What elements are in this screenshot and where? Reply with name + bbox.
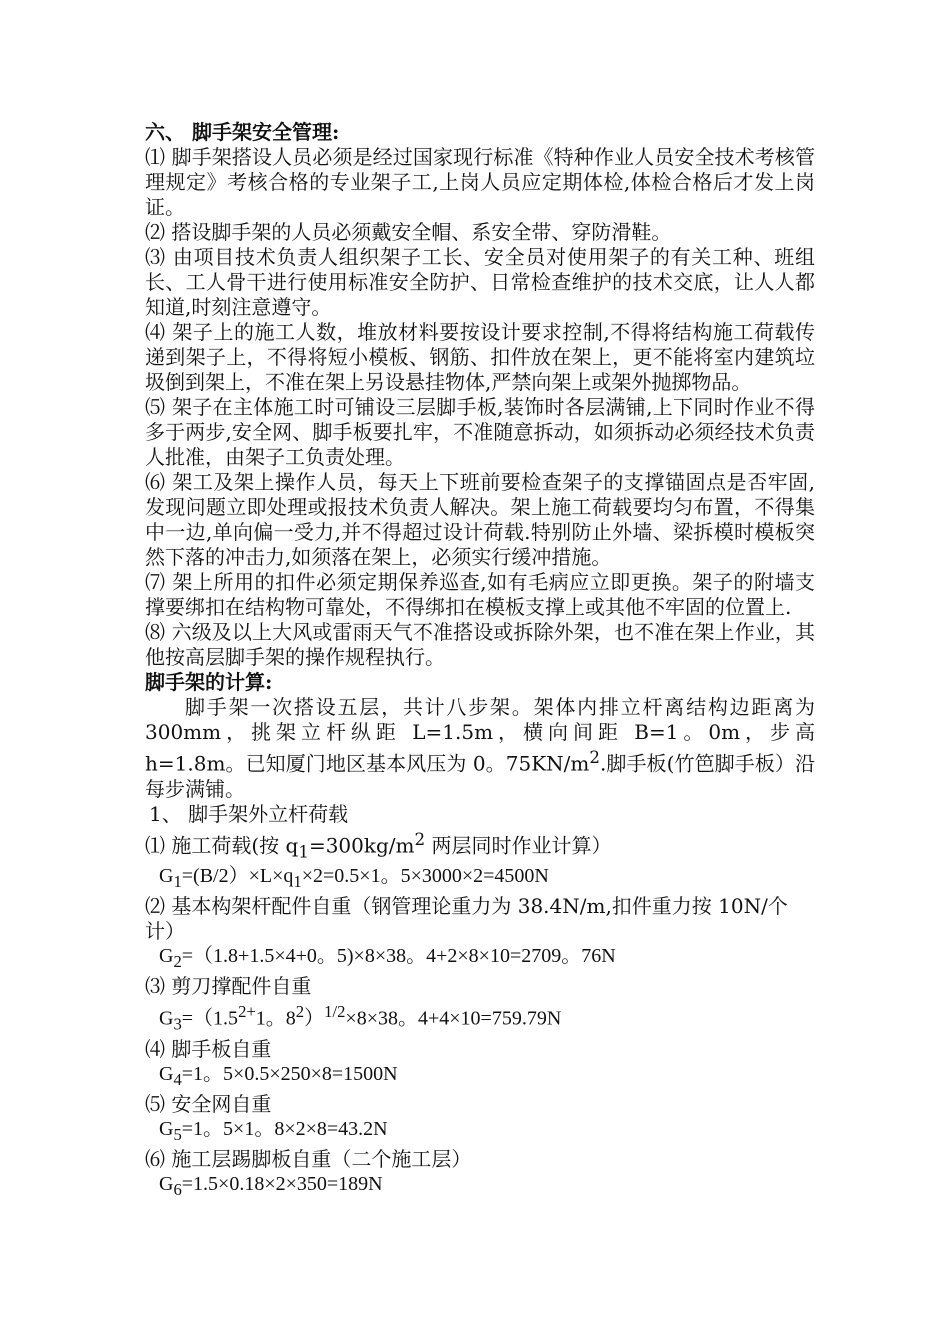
safety-item-6: ⑹ 架工及架上操作人员，每天上下班前要检查架子的支撑锚固点是否牢固,发现问题立即处理或报技术负责人解决。架上施工荷载要均匀布置，不得集中一边,单向偏一受力,并不得超过设计荷载.特别防止外墙、梁拆模时模板突然下落的冲击力,如须落在架上，必须实行缓冲措施。 [145, 470, 815, 569]
section-heading-calculation: 脚手架的计算: [145, 670, 273, 694]
formula-g6: $G_6=1.5\times 0.18\times 2\times 350=189N$ [159, 1172, 383, 1199]
safety-item-7: ⑺ 架上所用的扣件必须定期保养巡查,如有毛病应立即更换。架子的附墙支撑要绑扣在结构物可靠处，不得绑扣在模板支撑上或其他不牢固的位置上. [145, 570, 815, 619]
formula-g4: $G_4=1$。5×0.5×250×8=1500N [159, 1062, 398, 1089]
calculation-intro: 脚手架一次搭设五层，共计八步架。架体内排立杆离结构边距离为 300mm，挑架立杆纵距 L=1.5m，横向间距 B=1。0m，步高 h=1.8m。已知厦门地区基本风压为 0。$75KN/m^2$.脚手板(竹笆脚手板）沿每步满铺。 [145, 695, 815, 801]
load-2-label: ⑵ 基本构架杆配件自重（钢管理论重力为 38.4N/m,扣件重力按 10N/个计） [145, 894, 788, 944]
load-4-label: ⑷ 脚手板自重 [145, 1036, 272, 1061]
subheading-outer-pole-load: 1、 脚手架外立杆荷载 [149, 801, 349, 826]
safety-item-1: ⑴ 脚手架搭设人员必须是经过国家现行标准《特种作业人员安全技术考核管理规定》考核合格的专业架子工,上岗人员应定期体检,体检合格后才发上岗证。 [145, 145, 815, 219]
section-heading-safety: 六、 脚手架安全管理: [145, 120, 340, 144]
formula-g5: $G_5=1$。5×1。8×2×8=43.2N [159, 1117, 388, 1144]
safety-item-2: ⑵ 搭设脚手架的人员必须戴安全帽、系安全带、穿防滑鞋。 [145, 220, 672, 244]
safety-item-5: ⑸ 架子在主体施工时可铺设三层脚手板,装饰时各层满铺,上下同时作业不得多于两步,安全网、脚手板要扎牢，不准随意拆动，如须拆动必须经技术负责人批准，由架子工负责处理。 [145, 395, 815, 469]
document-body [145, 120, 815, 1202]
formula-g3: $G_3=(1.5^{2+}1$。$8^2)^{1/2}\times 8\times 38$。4+4×10=759.79N [159, 1002, 562, 1034]
load-6-label: ⑹ 施工层踢脚板自重（二个施工层） [145, 1146, 472, 1171]
load-3-label: ⑶ 剪刀撑配件自重 [145, 974, 312, 999]
formula-g1: $G_1=(B/2)\times L\times q_1\times 2=0.5\times 1$。5×3000×2=4500N [159, 865, 549, 892]
load-5-label: ⑸ 安全网自重 [145, 1091, 272, 1116]
load-1-label: ⑴ 施工荷载(按 $q_1=300kg/m^2$ 两层同时作业计算） [145, 829, 612, 862]
formula-g2: $G_2=(1.8+1.5\times 4+0$。5)×8×38。4+2×8×10=2709。76N [159, 945, 616, 972]
safety-item-4: ⑷ 架子上的施工人数，堆放材料要按设计要求控制,不得将结构施工荷载传递到架子上，不得将短小模板、钢筋、扣件放在架上，更不能将室内建筑垃圾倒到架上，不准在架上另设悬挂物体,严禁向架上或架外抛掷物品。 [145, 320, 815, 394]
safety-item-8: ⑻ 六级及以上大风或雷雨天气不准搭设或拆除外架，也不准在架上作业，其他按高层脚手架的操作规程执行。 [145, 620, 815, 669]
safety-item-3: ⑶ 由项目技术负责人组织架子工长、安全员对使用架子的有关工种、班组长、工人骨干进行使用标准安全防护、日常检查维护的技术交底，让人人都知道,时刻注意遵守。 [145, 245, 815, 319]
